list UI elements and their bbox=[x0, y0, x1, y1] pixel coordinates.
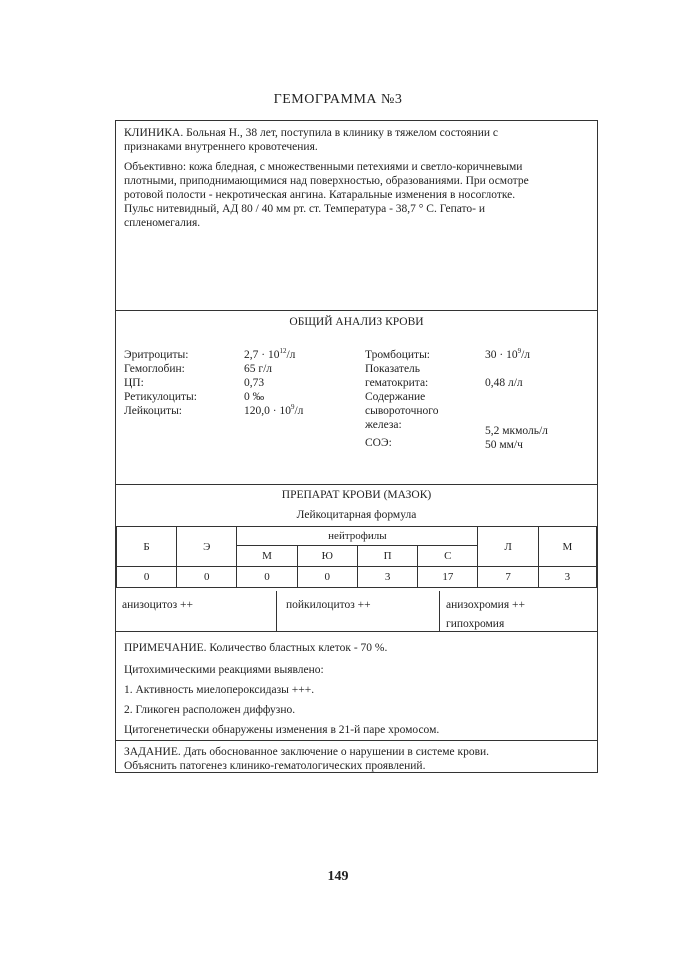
table-value-cell: 7 bbox=[478, 567, 538, 588]
table-header-cell: С bbox=[418, 546, 478, 567]
divider bbox=[439, 591, 440, 631]
table-header-cell: Э bbox=[177, 527, 237, 567]
hypochromia-label: гипохромия bbox=[446, 618, 505, 630]
hematocrit-value: 0,48 л/л bbox=[485, 377, 523, 389]
hemoglobin-label: Гемоглобин: bbox=[124, 363, 185, 375]
esr-label: СОЭ: bbox=[365, 437, 392, 449]
table-header-cell: Ю bbox=[297, 546, 357, 567]
reticulocytes-value: 0 ‰ bbox=[244, 391, 265, 403]
clinic-line-2: признаками внутреннего кровотечения. bbox=[124, 141, 318, 153]
hematocrit-label-2: гематокрита: bbox=[365, 377, 429, 389]
esr-value: 50 мм/ч bbox=[485, 439, 523, 451]
objective-line-3: ротовой полости - некротическая ангина. Катаральные изменения в носоглотке. bbox=[124, 189, 516, 201]
divider bbox=[116, 631, 597, 632]
smear-heading: ПРЕПАРАТ КРОВИ (МАЗОК) bbox=[281, 489, 432, 501]
table-header-cell: П bbox=[357, 546, 417, 567]
table-value-cell: 0 bbox=[297, 567, 357, 588]
note-line-4: 2. Гликоген расположен диффузно. bbox=[124, 704, 296, 716]
iron-label-3: железа: bbox=[365, 419, 402, 431]
table-header-cell: Л bbox=[478, 527, 538, 567]
leukocyte-formula-table bbox=[116, 526, 597, 588]
table-value-cell: 0 bbox=[177, 567, 237, 588]
note-line-5: Цитогенетически обнаружены изменения в 21-й паре хромосом. bbox=[124, 724, 440, 736]
note-line-1: ПРИМЕЧАНИЕ. Количество бластных клеток - 70 %. bbox=[124, 642, 388, 654]
divider bbox=[116, 310, 597, 311]
cp-value: 0,73 bbox=[244, 377, 265, 389]
anisocytosis-label: анизоцитоз ++ bbox=[122, 599, 193, 611]
leukocytes-label: Лейкоциты: bbox=[124, 405, 182, 417]
table-value-cell: 0 bbox=[117, 567, 177, 588]
table-value-cell: 17 bbox=[418, 567, 478, 588]
divider bbox=[116, 740, 597, 741]
erythrocytes-value: $2,7 \cdot 10^{12}/л$ bbox=[244, 347, 296, 361]
erythrocytes-label: Эритроциты: bbox=[124, 349, 189, 361]
table-header-cell: М bbox=[538, 527, 596, 567]
table-value-cell: 3 bbox=[538, 567, 596, 588]
platelets-label: Тромбоциты: bbox=[365, 349, 431, 361]
objective-line-1: Объективно: кожа бледная, с множественными петехиями и светло-коричневыми bbox=[124, 161, 523, 173]
leukocytes-value: $120,0 \cdot 10^9/л$ bbox=[244, 403, 304, 417]
cp-label: ЦП: bbox=[124, 377, 144, 389]
table-value-cell: 3 bbox=[357, 567, 417, 588]
task-line-2: Объяснить патогенез клинико-гематологических проявлений. bbox=[124, 760, 426, 772]
objective-line-2: плотными, приподнимающимися над поверхностью, образованиями. При осмотре bbox=[124, 175, 529, 187]
hematocrit-label-1: Показатель bbox=[365, 363, 421, 375]
divider bbox=[116, 484, 597, 485]
task-line-1: ЗАДАНИЕ. Дать обоснованное заключение о нарушении в системе крови. bbox=[124, 746, 490, 758]
note-line-2: Цитохимическими реакциями выявлено: bbox=[124, 664, 324, 676]
page-number: 149 bbox=[327, 869, 349, 884]
table-value-cell: 0 bbox=[237, 567, 297, 588]
clinic-line-1: КЛИНИКА. Больная Н., 38 лет, поступила в клинику в тяжелом состоянии с bbox=[124, 127, 499, 139]
poikilocytosis-label: пойкилоцитоз ++ bbox=[286, 599, 371, 611]
objective-line-4: Пульс нитевидный, АД 80 / 40 мм рт. ст. Температура - 38,7 ° С. Гепато- и bbox=[124, 203, 486, 215]
platelets-value: $30 \cdot 10^9/л$ bbox=[485, 347, 531, 361]
note-line-3: 1. Активность миелопероксидазы +++. bbox=[124, 684, 315, 696]
neutrophils-header: нейтрофилы bbox=[237, 527, 478, 546]
reticulocytes-label: Ретикулоциты: bbox=[124, 391, 197, 403]
anisochromia-label: анизохромия ++ bbox=[446, 599, 525, 611]
hemoglobin-value: 65 г/л bbox=[244, 363, 273, 375]
table-header-cell: М bbox=[237, 546, 297, 567]
table-header-cell: Б bbox=[117, 527, 177, 567]
smear-subheading: Лейкоцитарная формула bbox=[296, 509, 417, 521]
iron-label-2: сывороточного bbox=[365, 405, 439, 417]
iron-value: 5,2 мкмоль/л bbox=[485, 425, 548, 437]
page-title: ГЕМОГРАММА №3 bbox=[273, 92, 403, 107]
objective-line-5: спленомегалия. bbox=[124, 217, 201, 229]
case-frame bbox=[115, 120, 598, 773]
iron-label-1: Содержание bbox=[365, 391, 426, 403]
blood-test-heading: ОБЩИЙ АНАЛИЗ КРОВИ bbox=[289, 316, 424, 328]
divider bbox=[276, 591, 277, 631]
